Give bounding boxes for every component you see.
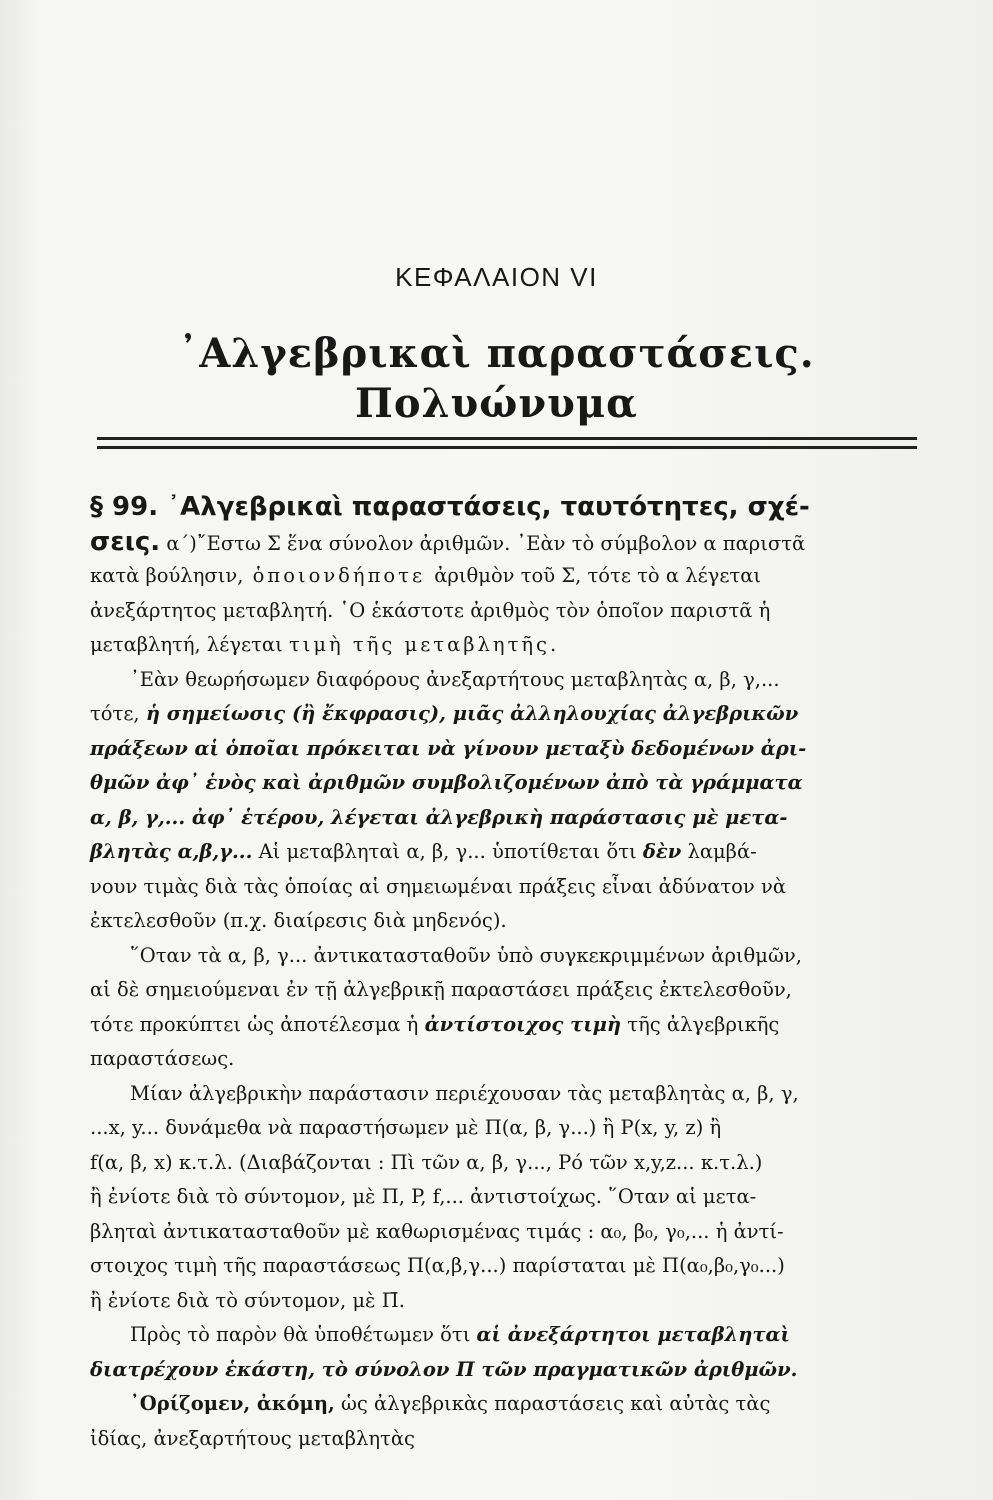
- text-line: [90, 1008, 920, 1043]
- spaced-term: τιμὴ τῆς μεταβλητῆς.: [288, 633, 560, 656]
- text-run: Αἱ μεταβληταὶ α, β, γ... ὑποτίθεται ὅτι: [252, 840, 643, 863]
- emphasis: ᾿Ορίζομεν, ἀκόμη,: [130, 1392, 335, 1415]
- text-line: [90, 697, 920, 732]
- text-run: τότε προκύπτει ὡς ἀποτέλεσμα ἡ: [90, 1012, 425, 1036]
- emphasis: δὲν: [642, 840, 682, 863]
- text-line: f(α, β, x) κ.τ.λ. (Διαβάζονται : Πὶ τῶν α, β, γ..., Ρό τῶν x,y,z... κ.τ.λ.): [90, 1150, 763, 1174]
- section-heading-cont: σεις.: [90, 526, 161, 557]
- text-line: [90, 1387, 920, 1422]
- text-line: ...x, y... δυνάμεθα νὰ παραστήσωμεν μὲ Π(α, β, γ...) ἢ P(x, y, z) ἢ: [90, 1116, 722, 1139]
- emphasis-line: διατρέχουν ἑκάστη, τὸ σύνολον Π τῶν πραγματικῶν ἀριθμῶν.: [90, 1357, 798, 1381]
- text-run: ἀριθμὸν τοῦ Σ, τότε τὸ α λέγεται: [434, 564, 762, 587]
- text-line: ᾿Εὰν θεωρήσωμεν διαφόρους ἀνεξαρτήτους μεταβλητὰς α, β, γ,...: [130, 667, 780, 691]
- text-line: [90, 835, 920, 870]
- section-heading: § 99. ᾿Αλγεβρικαὶ παραστάσεις, ταυτότητες, σχέ-: [90, 492, 810, 522]
- text-line: ἢ ἐνίοτε διὰ τὸ σύντομον, μὲ Π̄.: [90, 1288, 405, 1312]
- chapter-title-line-2: Πολυώνυμα: [355, 380, 638, 427]
- text-run: τῆς ἀλγεβρικῆς: [621, 1012, 780, 1036]
- definition-line: θμῶν ἀφ᾽ ἑνὸς καὶ ἀριθμῶν συμβολιζομένων ἀπὸ τὰ γράμματα: [90, 771, 803, 794]
- text-run: μεταβλητή, λέγεται: [90, 633, 289, 656]
- definition-line: α, β, γ,... ἀφ᾽ ἑτέρου, λέγεται ἀλγεβρικὴ παράστασις μὲ μετα-: [90, 805, 788, 829]
- chapter-title-line-1: ᾿Αλγεβρικαὶ παραστάσεις.: [178, 330, 815, 377]
- text-line: [90, 628, 920, 663]
- definition-term: ἀντίστοιχος τιμὴ: [424, 1012, 622, 1036]
- text-line: [90, 559, 920, 594]
- text-line: νουν τιμὰς διὰ τὰς ὁποίας αἱ σημειωμέναι πράξεις εἶναι ἀδύνατον νὰ: [90, 874, 786, 898]
- text-line: ἰδίας, ἀνεξαρτήτους μεταβλητὰς: [90, 1426, 415, 1450]
- text-line: βληταὶ ἀντικατασταθοῦν μὲ καθωρισμένας τιμάς : α₀, β₀, γ₀,... ἡ ἀντί-: [90, 1219, 784, 1243]
- spaced-term: ὁποιονδήποτε: [243, 564, 435, 587]
- text-line: αἱ δὲ σημειούμεναι ἐν τῇ ἀλγεβρικῇ παραστάσει πράξεις ἐκτελεσθοῦν,: [90, 978, 792, 1001]
- text-line: [90, 525, 920, 560]
- text-line: Μίαν ἀλγεβρικὴν παράστασιν περιέχουσαν τὰς μεταβλητὰς α, β, γ,: [130, 1081, 799, 1105]
- title-rule-bottom: [97, 446, 917, 449]
- definition-line: πράξεων αἱ ὁποῖαι πρόκειται νὰ γίνουν μεταξὺ δεδομένων ἀρι-: [90, 736, 807, 760]
- text-run: κατὰ βούλησιν,: [90, 564, 244, 587]
- title-rule-top: [97, 437, 917, 440]
- text-line: ῞Οταν τὰ α, β, γ... ἀντικατασταθοῦν ὑπὸ συγκεκριμμένων ἀριθμῶν,: [130, 943, 802, 967]
- definition-term: βλητὰς α,β,γ...: [90, 840, 253, 863]
- text-line: ἀνεξάρτητος μεταβλητή. ῾Ο ἑκάστοτε ἀριθμὸς τὸν ὁποῖον παριστᾶ ἡ: [90, 598, 771, 622]
- chapter-label: ΚΕΦΑΛΑΙΟΝ VI: [395, 262, 598, 292]
- text-run: λαμβά-: [681, 840, 757, 863]
- text-line: ἐκτελεσθοῦν (π.χ. διαίρεσις διὰ μηδενός).: [90, 909, 507, 932]
- text-run: ὡς ἀλγεβρικὰς παραστάσεις καὶ αὐτὰς τὰς: [334, 1392, 771, 1415]
- emphasis: αἱ ἀνεξάρτητοι μεταβληταὶ: [476, 1323, 790, 1346]
- text-line: στοιχος τιμὴ τῆς παραστάσεως Π(α,β,γ...) παρίσταται μὲ Π(α₀,β₀,γ₀...): [90, 1254, 785, 1277]
- text-line: ἢ ἐνίοτε διὰ τὸ σύντομον, μὲ Π, P, f,... ἀντιστοίχως. ῞Οταν αἱ μετα-: [90, 1185, 757, 1208]
- text-run: τότε,: [90, 702, 146, 725]
- definition-term: ἡ σημείωσις (ἢ ἔκφρασις), μιᾶς ἀλληλουχίας ἀλγεβρικῶν: [145, 702, 799, 725]
- text-run: Πρὸς τὸ παρὸν θὰ ὑποθέτωμεν ὅτι: [130, 1323, 477, 1346]
- text-run: α΄)῎Εστω Σ ἕνα σύνολον ἀριθμῶν. ᾿Εὰν τὸ σύμβολον α παριστᾶ: [160, 531, 806, 555]
- text-line: παραστάσεως.: [90, 1047, 235, 1070]
- text-line: [90, 1318, 920, 1353]
- section-body: [90, 490, 920, 1456]
